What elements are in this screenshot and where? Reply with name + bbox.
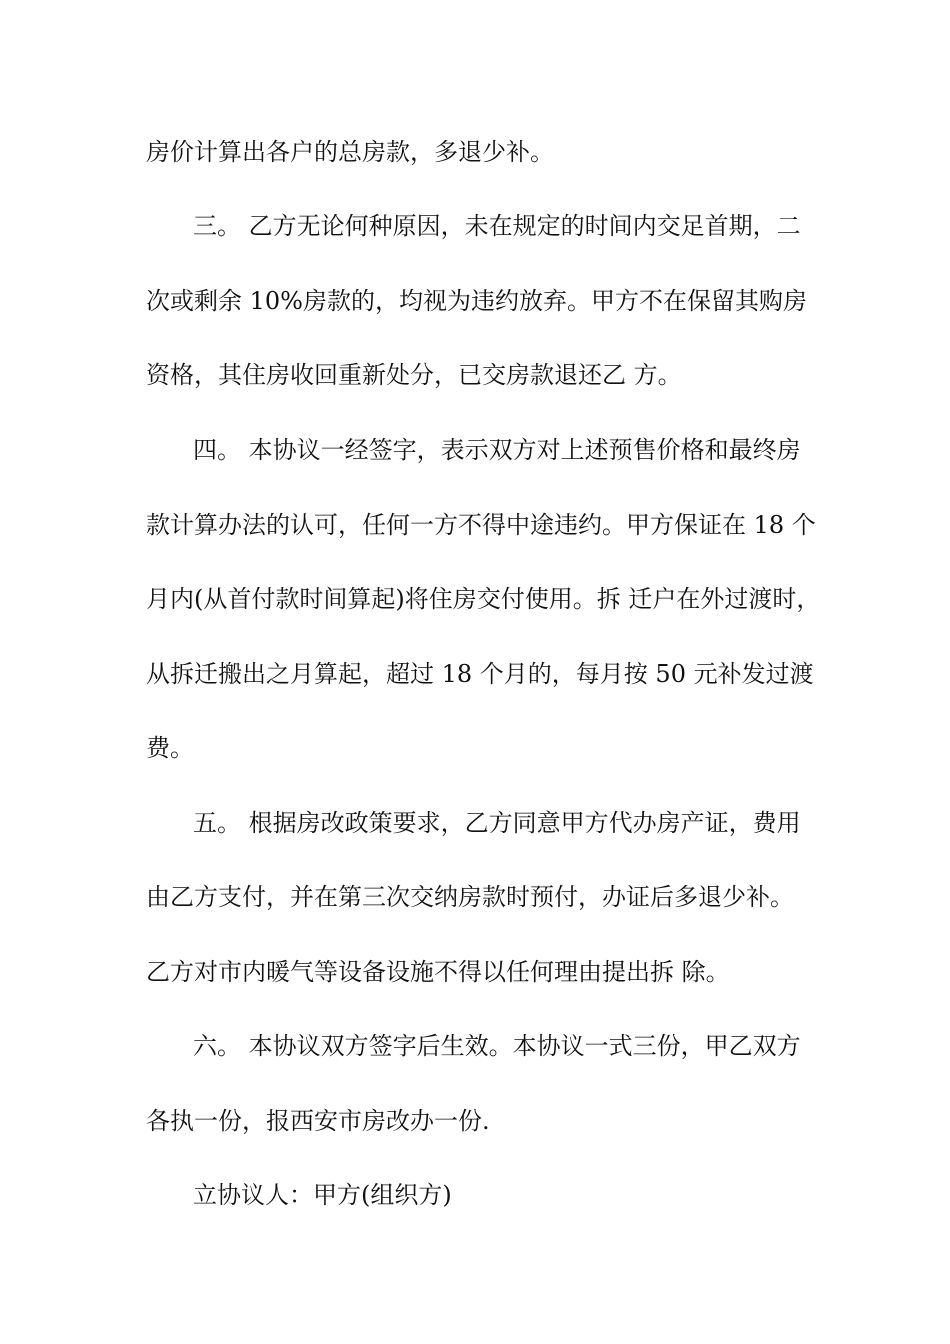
clause-5-heading-line: 五。 根据房改政策要求，乙方同意甲方代办房产证，费用	[193, 809, 801, 837]
signatory-line: 立协议人：甲方(组织方)	[193, 1181, 452, 1209]
paragraph-line: 房价计算出各户的总房款，多退少补。	[146, 138, 554, 166]
paragraph-line: 乙方对市内暖气等设备设施不得以任何理由提出拆 除。	[146, 958, 730, 986]
paragraph-line: 资格，其住房收回重新处分，已交房款退还乙 方。	[146, 361, 682, 389]
paragraph-line: 各执一份，报西安市房改办一份.	[146, 1107, 490, 1135]
paragraph-line: 由乙方支付，并在第三次交纳房款时预付，办证后多退少补。	[146, 883, 794, 911]
paragraph-line: 次或剩余 10%房款的，均视为违约放弃。甲方不在保留其购房	[146, 287, 807, 315]
clause-3-heading-line: 三。 乙方无论何种原因，未在规定的时间内交足首期，二	[193, 212, 801, 240]
clause-4-heading-line: 四。 本协议一经签字，表示双方对上述预售价格和最终房	[193, 436, 801, 464]
paragraph-line: 从拆迁搬出之月算起，超过 18 个月的，每月按 50 元补发过渡	[146, 660, 814, 688]
clause-6-heading-line: 六。 本协议双方签字后生效。本协议一式三份，甲乙双方	[193, 1032, 801, 1060]
paragraph-line: 费。	[146, 734, 194, 762]
paragraph-line: 月内(从首付款时间算起)将住房交付使用。拆 迁户在外过渡时，	[146, 585, 821, 613]
paragraph-line: 款计算办法的认可，任何一方不得中途违约。甲方保证在 18 个	[146, 511, 816, 539]
